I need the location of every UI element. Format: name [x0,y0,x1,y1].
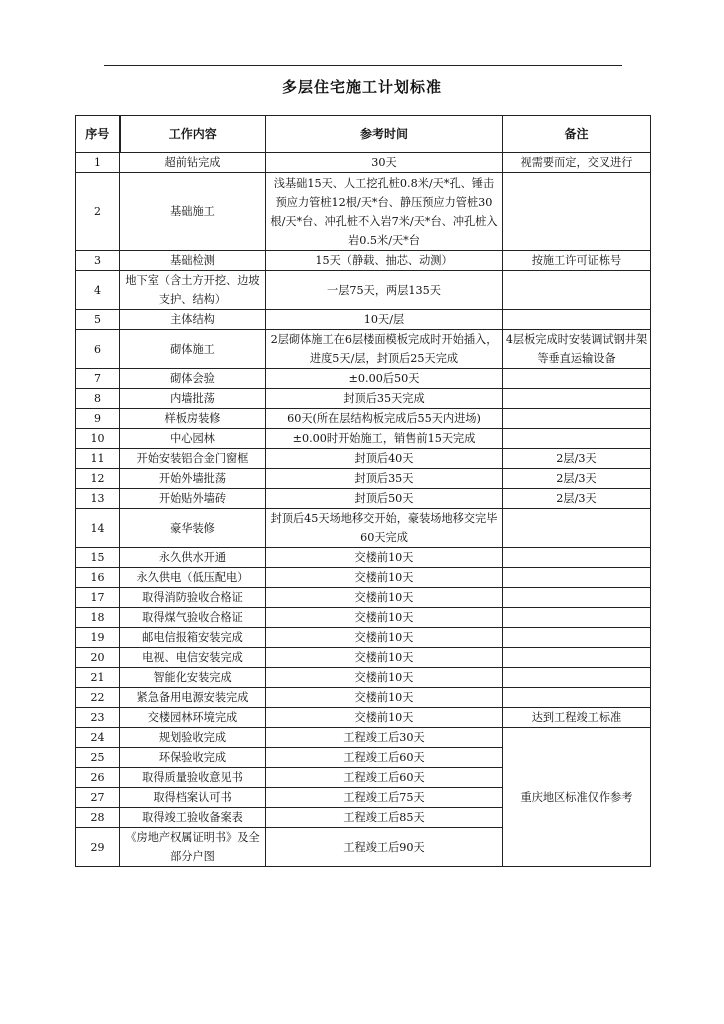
row-note [503,688,651,708]
row-time: 工程竣工后30天 [266,728,503,748]
document-title: 多层住宅施工计划标准 [281,78,442,96]
schedule-table [75,115,651,867]
row-seq: 2 [76,173,120,251]
header-seq: 序号 [76,116,120,153]
row-time: 30天 [266,153,503,173]
row-work: 紧急备用电源安装完成 [120,688,266,708]
row-note [503,588,651,608]
row-note: 按施工许可证栋号 [503,251,651,271]
row-work: 主体结构 [120,310,266,330]
row-note [503,648,651,668]
row-time: 封顶后35天 [266,469,503,489]
row-time: 交楼前10天 [266,708,503,728]
table-row [76,271,651,310]
table-body [76,153,651,867]
table-row [76,568,651,588]
row-work: 砌体会验 [120,369,266,389]
row-note-merged: 重庆地区标准仅作参考 [503,728,651,867]
row-seq: 25 [76,748,120,768]
row-time: 工程竣工后85天 [266,808,503,828]
row-time: 60天(所在层结构板完成后55天内进场) [266,409,503,429]
row-work: 基础检测 [120,251,266,271]
table-row [76,153,651,173]
row-time: 交楼前10天 [266,568,503,588]
table-row [76,469,651,489]
table-row [76,728,651,748]
row-note [503,548,651,568]
row-work: 智能化安装完成 [120,668,266,688]
row-note [503,568,651,588]
row-time: 封顶后40天 [266,449,503,469]
table-row [76,648,651,668]
row-note [503,369,651,389]
table-row [76,509,651,548]
row-time: 交楼前10天 [266,588,503,608]
row-time: 交楼前10天 [266,608,503,628]
table-row [76,708,651,728]
row-note [503,310,651,330]
row-time: 交楼前10天 [266,648,503,668]
row-seq: 18 [76,608,120,628]
row-note [503,429,651,449]
header-row [76,116,651,153]
row-work: 取得质量验收意见书 [120,768,266,788]
row-work: 中心园林 [120,429,266,449]
row-time: 交楼前10天 [266,628,503,648]
row-work: 砌体施工 [120,330,266,369]
row-seq: 3 [76,251,120,271]
row-seq: 13 [76,489,120,509]
table-row [76,330,651,369]
row-work: 地下室（含土方开挖、边坡支护、结构） [120,271,266,310]
row-time: ±0.00时开始施工，销售前15天完成 [266,429,503,449]
row-seq: 23 [76,708,120,728]
row-seq: 7 [76,369,120,389]
row-note: 视需要而定，交叉进行 [503,153,651,173]
row-note: 达到工程竣工标准 [503,708,651,728]
table-row [76,251,651,271]
table-row [76,310,651,330]
row-note [503,389,651,409]
row-work: 取得档案认可书 [120,788,266,808]
row-note: 2层/3天 [503,489,651,509]
row-work: 取得竣工验收备案表 [120,808,266,828]
row-work: 基础施工 [120,173,266,251]
row-seq: 15 [76,548,120,568]
row-time: ±0.00后50天 [266,369,503,389]
row-work: 内墙批荡 [120,389,266,409]
row-work: 样板房装修 [120,409,266,429]
row-work: 永久供电（低压配电） [120,568,266,588]
row-note: 2层/3天 [503,469,651,489]
table-row [76,409,651,429]
row-time: 工程竣工后90天 [266,828,503,867]
row-time: 封顶后35天完成 [266,389,503,409]
row-time: 一层75天，两层135天 [266,271,503,310]
row-time: 交楼前10天 [266,688,503,708]
row-work: 邮电信报箱安装完成 [120,628,266,648]
row-note: 2层/3天 [503,449,651,469]
row-work: 环保验收完成 [120,748,266,768]
row-seq: 8 [76,389,120,409]
row-seq: 1 [76,153,120,173]
table-row [76,608,651,628]
row-work: 规划验收完成 [120,728,266,748]
header-rule [104,65,622,66]
row-time: 交楼前10天 [266,548,503,568]
row-seq: 9 [76,409,120,429]
row-seq: 22 [76,688,120,708]
row-time: 15天（静载、抽芯、动测） [266,251,503,271]
row-seq: 12 [76,469,120,489]
row-seq: 5 [76,310,120,330]
table-row [76,489,651,509]
row-note [503,173,651,251]
row-note [503,509,651,548]
header-time: 参考时间 [266,116,503,153]
table-row [76,449,651,469]
table-row [76,389,651,409]
row-time: 交楼前10天 [266,668,503,688]
row-work: 交楼园林环境完成 [120,708,266,728]
table-row [76,369,651,389]
row-note [503,608,651,628]
row-time: 工程竣工后75天 [266,788,503,808]
row-time: 工程竣工后60天 [266,748,503,768]
row-seq: 28 [76,808,120,828]
table-row [76,429,651,449]
row-work: 豪华装修 [120,509,266,548]
row-seq: 27 [76,788,120,808]
row-time: 10天/层 [266,310,503,330]
row-time: 封顶后45天场地移交开始，豪装场地移交完毕60天完成 [266,509,503,548]
row-seq: 24 [76,728,120,748]
header-note: 备注 [503,116,651,153]
row-seq: 10 [76,429,120,449]
row-time: 浅基础15天、人工挖孔桩0.8米/天*孔、锤击预应力管桩12根/天*台、静压预应力管桩30根/天*台、冲孔桩不入岩7米/天*台、冲孔桩入岩0.5米/天*台 [266,173,503,251]
row-time: 工程竣工后60天 [266,768,503,788]
row-seq: 17 [76,588,120,608]
row-work: 永久供水开通 [120,548,266,568]
row-work: 开始外墙批荡 [120,469,266,489]
row-note [503,628,651,648]
table-row [76,628,651,648]
row-seq: 29 [76,828,120,867]
row-seq: 19 [76,628,120,648]
row-note [503,668,651,688]
row-work: 取得消防验收合格证 [120,588,266,608]
row-seq: 16 [76,568,120,588]
table-row [76,548,651,568]
row-seq: 14 [76,509,120,548]
row-seq: 6 [76,330,120,369]
table-row [76,688,651,708]
row-work: 取得煤气验收合格证 [120,608,266,628]
row-seq: 11 [76,449,120,469]
row-time: 封顶后50天 [266,489,503,509]
row-work: 超前钻完成 [120,153,266,173]
row-work: 开始贴外墙砖 [120,489,266,509]
row-note [503,409,651,429]
row-seq: 20 [76,648,120,668]
row-seq: 21 [76,668,120,688]
row-time: 2层砌体施工在6层楼面模板完成时开始插入，进度5天/层，封顶后25天完成 [266,330,503,369]
table-row [76,668,651,688]
header-work: 工作内容 [120,116,266,153]
table-row [76,173,651,251]
row-work: 《房地产权属证明书》及全部分户图 [120,828,266,867]
row-note [503,271,651,310]
row-note: 4层板完成时安装调试钢井架等垂直运输设备 [503,330,651,369]
row-work: 电视、电信安装完成 [120,648,266,668]
row-seq: 4 [76,271,120,310]
row-work: 开始安装铝合金门窗框 [120,449,266,469]
table-row [76,588,651,608]
row-seq: 26 [76,768,120,788]
